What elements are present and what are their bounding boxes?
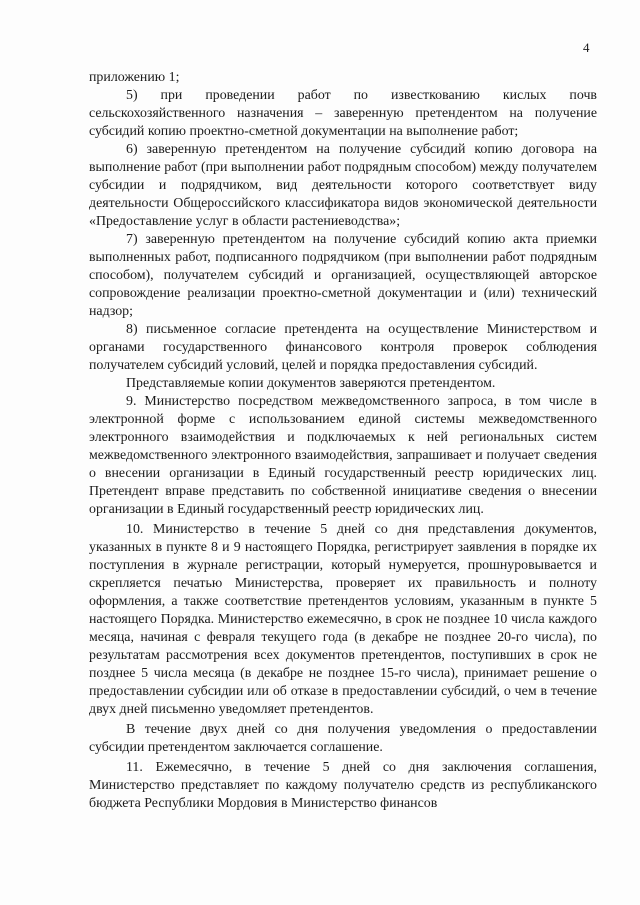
paragraph-item-6: 6) заверенную претендентом на получение субсидий копию договора на выполнение работ (при выполнении работ подрядным способом) между получателем субсидии и подрядчиком, вид деятельности которого соответствует виду деятельности Общероссийского классификатора видов экономической деятельности «Предоставление услуг в области растениеводства»; — [89, 142, 597, 229]
paragraph-copies-note: Представляемые копии документов заверяются претендентом. — [126, 376, 496, 391]
paragraph-continuation: приложению 1; — [89, 70, 180, 85]
paragraph-agreement: В течение двух дней со дня получения уведомления о предоставлении субсидии претендентом заключается соглашение. — [89, 722, 597, 755]
paragraph-section-11: 11. Ежемесячно, в течение 5 дней со дня заключения соглашения, Министерство представляет по каждому получателю средств из республиканского бюджета Республики Мордовия в Министерство финансов — [89, 760, 597, 811]
paragraph-item-5: 5) при проведении работ по известкованию кислых почв сельскохозяйственного назначения – заверенную претендентом на получение субсидий копию проектно-сметной документации на выполнение работ; — [89, 88, 597, 139]
document-body — [89, 69, 597, 813]
paragraph-item-7: 7) заверенную претендентом на получение субсидий копию акта приемки выполненных работ, подписанного подрядчиком (при выполнении работ подрядным способом), получателем субсидий и организацией, осуществляющей авторское сопровождение реализации проектно-сметной документации и (или) технический надзор; — [89, 232, 597, 319]
paragraph-section-9: 9. Министерство посредством межведомственного запроса, в том числе в электронной форме с использованием единой системы межведомственного электронного взаимодействия и подключаемых к ней региональных систем межведомственного электронного взаимодействия, запрашивает и получает сведения о внесении организации в Единый государственный реестр юридических лиц. Претендент вправе представить по собственной инициативе сведения о внесении организации в Единый государственный реестр юридических лиц. — [89, 394, 597, 517]
paragraph-item-8: 8) письменное согласие претендента на осуществление Министерством и органами государственного финансового контроля проверок соблюдения получателем субсидий условий, целей и порядка предоставления субсидий. — [89, 322, 597, 373]
page-number: 4 — [583, 40, 590, 55]
paragraph-section-10: 10. Министерство в течение 5 дней со дня представления документов, указанных в пункте 8 и 9 настоящего Порядка, регистрирует заявления в порядке их поступления в журнале регистрации, который нумеруется, прошнуровывается и скрепляется печатью Министерства, проверяет их правильность и полноту оформления, а также соответствие претендентов условиям, указанным в пункте 5 настоящего Порядка. Министерство ежемесячно, в срок не позднее 10 числа каждого месяца, начиная с февраля текущего года (в декабре не позднее 20-го числа), по результатам рассмотрения всех документов претендентов, поступивших в срок не позднее 5 числа месяца (в декабре не позднее 15-го числа), принимает решение о предоставлении субсидии или об отказе в предоставлении субсидий, о чем в течение двух дней письменно уведомляет претендентов. — [89, 522, 597, 717]
